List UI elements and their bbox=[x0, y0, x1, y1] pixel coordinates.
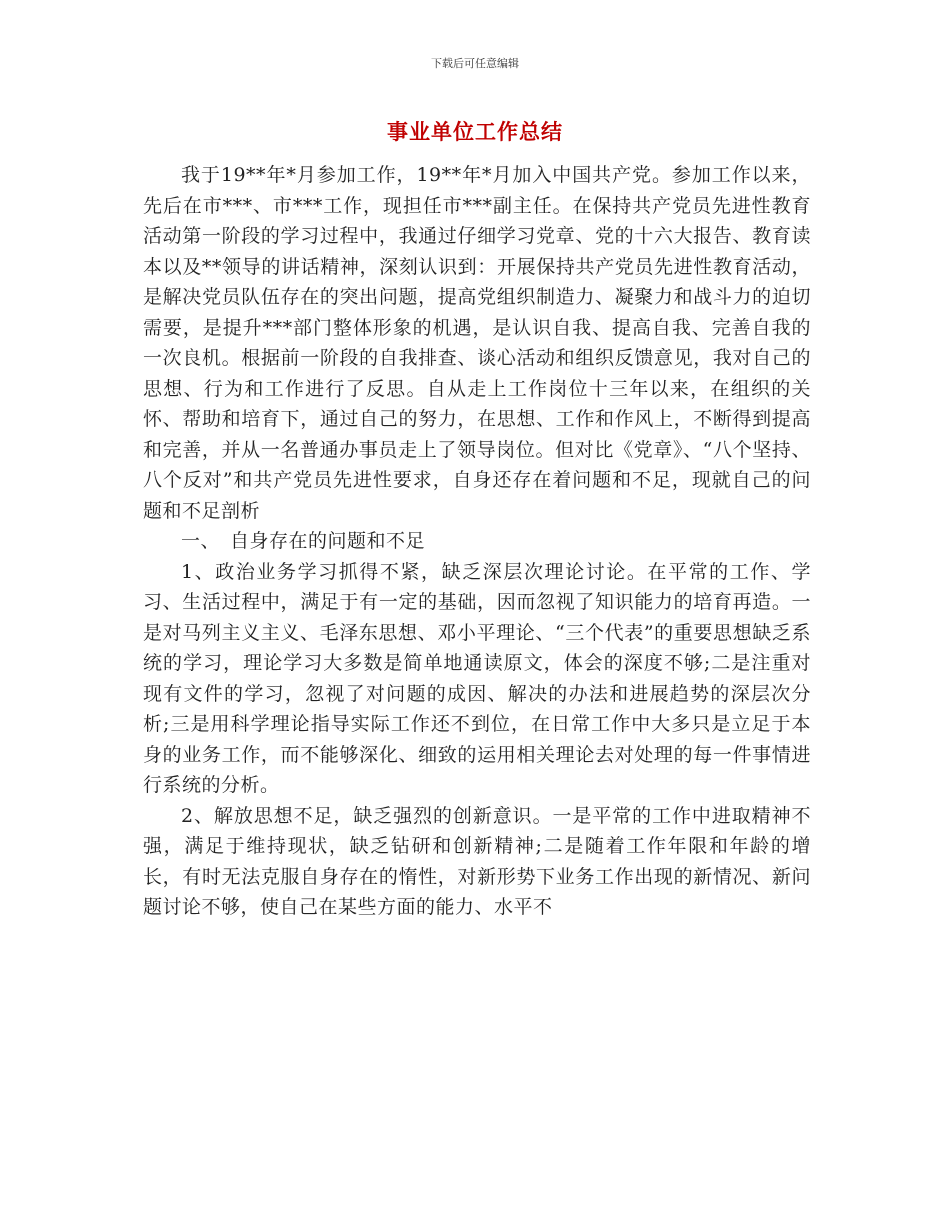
document-body bbox=[143, 160, 811, 923]
header-note: 下载后可任意编辑 bbox=[431, 57, 519, 70]
intro-paragraph: 我于19**年*月参加工作，19**年*月加入中国共产党。参加工作以来，先后在市***、市***工作，现担任市***副主任。在保持共产党员先进性教育活动第一阶段的学习过程中，我通过仔细学习党章、党的十六大报告、教育读本以及**领导的讲话精神，深刻认识到：开展保持共产党员先进性教育活动，是解决党员队伍存在的突出问题，提高党组织制造力、凝聚力和战斗力的迫切需要，是提升***部门整体形象的机遇，是认识自我、提高自我、完善自我的一次良机。根据前一阶段的自我排查、谈心活动和组织反馈意见，我对自己的思想、行为和工作进行了反思。自从走上工作岗位十三年以来，在组织的关怀、帮助和培育下，通过自己的努力，在思想、工作和作风上，不断得到提高和完善，并从一名普通办事员走上了领导岗位。但对比《党章》、“八个坚持、八个反对”和共产党员先进性要求，自身还存在着问题和不足，现就自己的问题和不足剖析 bbox=[143, 164, 811, 522]
document-title: 事业单位工作总结 bbox=[387, 120, 563, 144]
section-heading: 一、 自身存在的问题和不足 bbox=[181, 530, 426, 552]
point-1-paragraph: 1、政治业务学习抓得不紧，缺乏深层次理论讨论。在平常的工作、学习、生活过程中，满足于有一定的基础，因而忽视了知识能力的培育再造。一是对马列主义主义、毛泽东思想、邓小平理论、“三个代表”的重要思想缺乏系统的学习，理论学习大多数是简单地通读原文，体会的深度不够;二是注重对现有文件的学习，忽视了对问题的成因、解决的办法和进展趋势的深层次分析;三是用科学理论指导实际工作还不到位，在日常工作中大多只是立足于本身的业务工作，而不能够深化、细致的运用相关理论去对处理的每一件事情进行系统的分析。 bbox=[143, 560, 811, 796]
point-2-paragraph: 2、解放思想不足，缺乏强烈的创新意识。一是平常的工作中进取精神不强，满足于维持现状，缺乏钻研和创新精神;二是随着工作年限和年龄的增长，有时无法克服自身存在的惰性，对新形势下业务工作出现的新情况、新问题讨论不够，使自己在某些方面的能力、水平不 bbox=[143, 804, 811, 918]
